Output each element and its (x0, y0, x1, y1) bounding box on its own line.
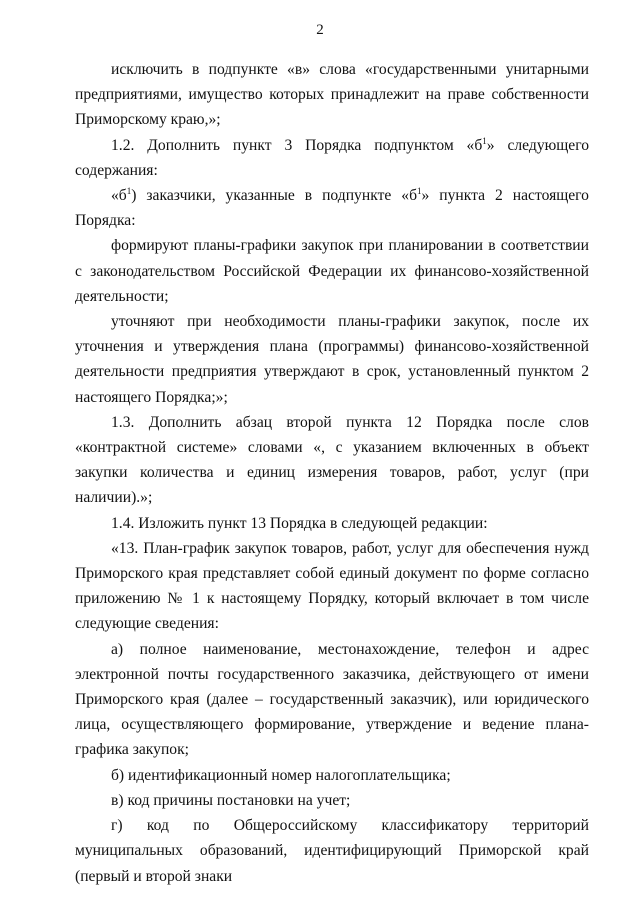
paragraph-refine-plans: уточняют при необходимости планы-графики закупок, после их уточнения и утверждения плана (программы) финансово-хозяйственной деятельности предприятия утверждают в срок, установленный пунктом 2 настоящего Порядка;»; (75, 313, 589, 406)
paragraph-subitem-b: б) идентификационный номер налогоплательщика; (111, 766, 451, 784)
paragraph-subitem-g: г) код по Общероссийскому классификатору территорий муниципальных образований, идентифицирующий Приморской край (первый и второй знаки (75, 817, 589, 885)
paragraph-1-4: 1.4. Изложить пункт 13 Порядка в следующей редакции: (111, 514, 488, 532)
paragraph-exclude-subitem-v: исключить в подпункте «в» слова «государственными унитарными предприятиями, имущество которых принадлежит на праве собственности Приморскому краю,»; (75, 61, 589, 129)
paragraph-subitem-a: а) полное наименование, местонахождение, телефон и адрес электронной почты государственного заказчика, действующего от имени Приморского края (далее – государственный заказчик), или юридического лица, осуществляющего формирование, утверждение и ведение плана-графика закупок; (75, 640, 589, 759)
document-body (75, 57, 589, 889)
paragraph-form-plans: формируют планы-графики закупок при планировании в соответствии с законодательством Российской Федерации их финансово-хозяйственной деятельности; (75, 237, 589, 305)
paragraph-1-2: 1.2. Дополнить пункт 3 Порядка подпунктом «$б^1$» следующего содержания: (75, 135, 589, 179)
paragraph-subitem-v: в) код причины постановки на учет; (111, 791, 351, 809)
paragraph-item-13: «13. План-график закупок товаров, работ, услуг для обеспечения нужд Приморского края представляет собой единый документ по форме согласно приложению № 1 к настоящему Порядку, который включает в том числе следующие сведения: (75, 539, 589, 633)
paragraph-subitem-b1: «$б^1$) заказчики, указанные в подпункте «$б^1$» пункта 2 настоящего Порядка: (75, 186, 589, 230)
page-number: 2 (316, 22, 324, 38)
paragraph-1-3: 1.3. Дополнить абзац второй пункта 12 Порядка после слов «контрактной системе» словами «, с указанием включенных в объект закупки количества и единиц измерения товаров, работ, услуг (при наличии).»; (75, 413, 589, 507)
